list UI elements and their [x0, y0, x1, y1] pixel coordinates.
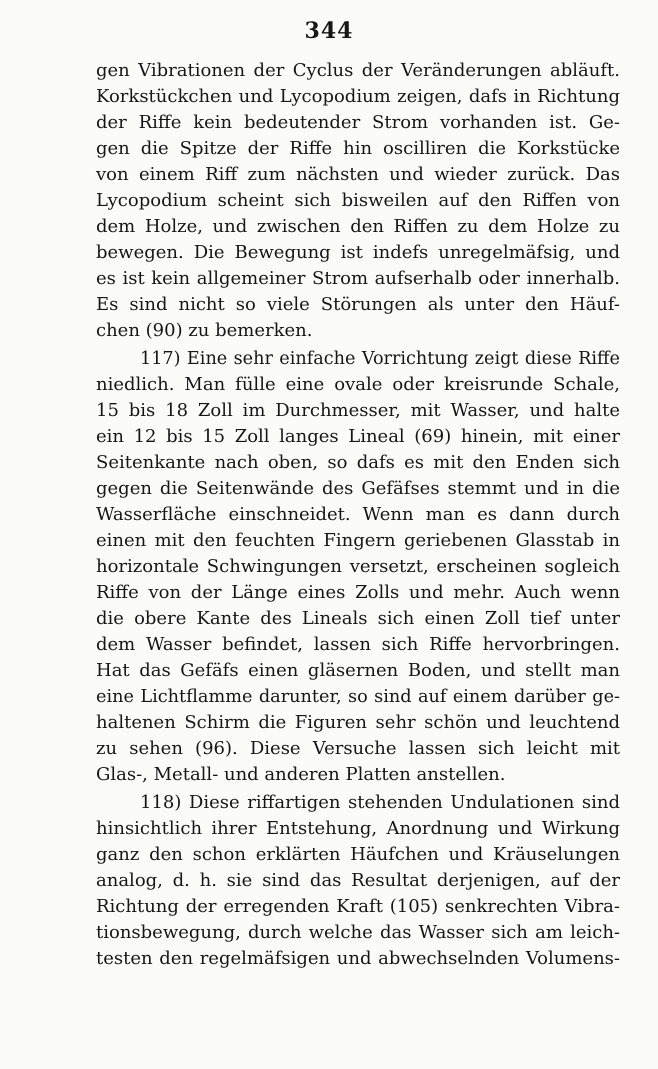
- text-line: analog, d. h. sie sind das Resultat derjenigen, auf der: [96, 870, 620, 891]
- text-line: der Riffe kein bedeutender Strom vorhanden ist. Ge-: [96, 112, 620, 133]
- text-line: Seitenkante nach oben, so dafs es mit den Enden sich: [96, 452, 620, 473]
- text-line: Es sind nicht so viele Störungen als unter den Häuf-: [96, 294, 620, 315]
- text-line: ganz den schon erklärten Häufchen und Kräuselungen: [96, 844, 620, 865]
- text-line: testen den regelmäfsigen und abwechselnden Volumens-: [96, 948, 620, 969]
- text-line: haltenen Schirm die Figuren sehr schön und leuchtend: [96, 712, 620, 733]
- text-line: dem Holze, und zwischen den Riffen zu dem Holze zu: [96, 216, 620, 237]
- text-line: hinsichtlich ihrer Entstehung, Anordnung und Wirkung: [96, 818, 620, 839]
- body-text: [96, 58, 620, 972]
- text-line: Glas-, Metall- und anderen Platten anstellen.: [96, 764, 506, 785]
- paragraph: [96, 58, 620, 344]
- text-line: gen die Spitze der Riffe hin oscilliren die Korkstücke: [96, 138, 620, 159]
- text-line: bewegen. Die Bewegung ist indefs unregelmäfsig, und: [96, 242, 620, 263]
- text-line: einen mit den feuchten Fingern geriebenen Glasstab in: [96, 530, 620, 551]
- text-line: ein 12 bis 15 Zoll langes Lineal (69) hinein, mit einer: [96, 426, 620, 447]
- text-line: eine Lichtflamme darunter, so sind auf einem darüber ge-: [96, 687, 620, 707]
- text-line: Riffe von der Länge eines Zolls und mehr. Auch wenn: [96, 582, 620, 603]
- text-line: es ist kein allgemeiner Strom aufserhalb oder innerhalb.: [96, 268, 620, 289]
- text-line: gen Vibrationen der Cyclus der Veränderungen abläuft.: [96, 60, 620, 81]
- page-number: 344: [304, 18, 354, 44]
- text-line: Wasserfläche einschneidet. Wenn man es dann durch: [96, 504, 620, 525]
- text-line: chen (90) zu bemerken.: [96, 320, 313, 341]
- text-line: Hat das Gefäfs einen gläsernen Boden, und stellt man: [96, 660, 620, 681]
- text-line: gegen die Seitenwände des Gefäfses stemmt und in die: [96, 478, 620, 499]
- text-line: tionsbewegung, durch welche das Wasser sich am leich-: [96, 922, 620, 943]
- text-line: 117) Eine sehr einfache Vorrichtung zeigt diese Riffe: [140, 349, 620, 369]
- text-line: dem Wasser befindet, lassen sich Riffe hervorbringen.: [96, 634, 620, 655]
- paragraph-118: [96, 790, 620, 972]
- text-line: horizontale Schwingungen versetzt, erscheinen sogleich: [96, 556, 620, 577]
- text-line: die obere Kante des Lineals sich einen Zoll tief unter: [96, 608, 620, 629]
- text-line: Korkstückchen und Lycopodium zeigen, dafs in Richtung: [96, 86, 620, 107]
- paragraph-117: [96, 346, 620, 788]
- text-line: 15 bis 18 Zoll im Durchmesser, mit Wasser, und halte: [96, 400, 620, 421]
- text-line: Lycopodium scheint sich bisweilen auf den Riffen von: [96, 190, 620, 211]
- text-line: von einem Riff zum nächsten und wieder zurück. Das: [96, 164, 620, 185]
- text-line: 118) Diese riffartigen stehenden Undulationen sind: [140, 792, 620, 813]
- text-line: Richtung der erregenden Kraft (105) senkrechten Vibra-: [96, 896, 620, 917]
- text-line: niedlich. Man fülle eine ovale oder kreisrunde Schale,: [96, 374, 620, 395]
- text-line: zu sehen (96). Diese Versuche lassen sich leicht mit: [96, 738, 620, 759]
